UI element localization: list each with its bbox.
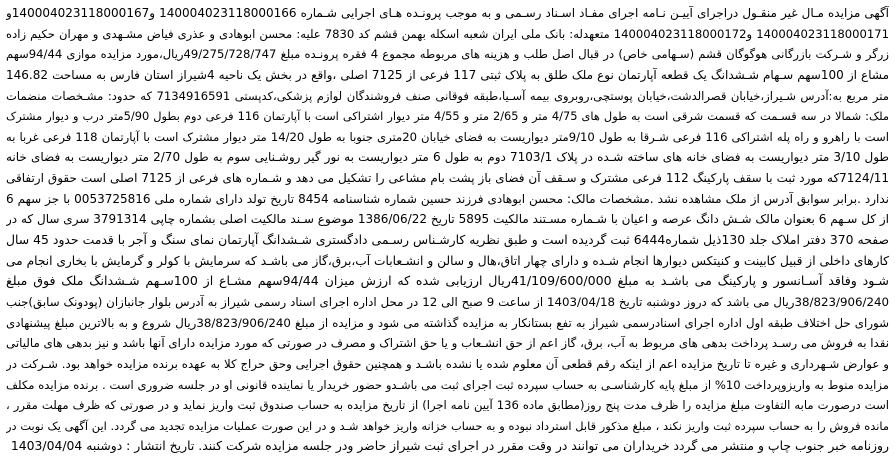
notice-line: است درصورت مابه التفاوت مبلغ مزایده را ظرف مدت پنج روز(مطابق ماده 136 آیین نامه اجرا) از تاریخ مزایده به حساب صندوق ثبت واریز نماید و در صورتی که ظرف مهلت مقرر ، [6, 398, 889, 413]
notice-line: متر مربع به:آدرس شـیراز،خیابان قصرالدشت،خیابان پوستچی،روبروی بیمه آسـیا،طبقه فوقانی صنف فروشندگان لوازم پزشکی،کدپستی 7134916591 که حدود: مشـخصات منضمات [6, 88, 889, 103]
notice-line: و عوارض شـهرداری و غیره تا تاریخ مزایده اعم از اینکه رقم قطعی آن معلوم شده یا نشده باشـد و همچنین حقوق اجرایی وحق حراج کلا به عهده برنده مزایده خواهد بود. شـرکت در [6, 356, 889, 371]
notice-line: زرگر و شـرکت بازرگانی هوگوگان قشم (سـهامی خاص) در قبال اصل طلب و هزینه های مربوطه مجموع 4 فقره پرونـده مبلغ 49/275/728/747ریال،مورد مزایده موازی 94/44سهم [6, 47, 889, 62]
notice-line: طول 3/10 متر دیواریست به فضای خانه های ساخته شـده در پلاک 7103/1 دوم به طول 6 متر دیواریست به نور گیر روشـنایی سوم به طول 2/70 متر دیواریست به فضای خانه [6, 150, 889, 165]
notice-line: 140004023118000171 و140004023118000172 متعهدله: بانک ملی ایران شعبه اسکله بهمن قشم کد 7830 علیه: محسن ابوهادی و عذری فیاض مشـهدی و مهران حکیم زاده [6, 26, 889, 41]
notice-line: ندارد .برابر سوابق آدرس از ملک مشاهده نشد .مشخصات مالک: محسن ابوهادی فرزند حسین شماره شناسنامه 8454 تاریخ تولد دارای شماره ملی 0053725816 با جز سهم 6 [6, 191, 889, 206]
notice-line: روزنامه خبر جنوب چاپ و منتشر می گردد خریداران می توانند در وقت مقرر در اجرای ثبت شیراز حاضر ودر جلسه مزایده شرکت کنند. تاریخ انتشار : دوشنبه 1403/04/04 [10, 438, 889, 454]
notice-line: شورای حل اختلاف طبقه اول اداره اجرای اسنادرسمی شیراز به تفع بستانکار به مزایده گذاشته می شود و مزایده از مبلغ 38/823/906/240ریال شروع و به بالاترین مبلغ پیشنهادی [6, 315, 889, 330]
notice-line: نقدا به فروش می رسـد پرداخت بدهی های مربوط به آب، برق، گاز اعم از حق انشـعاب و یا حق اشتراک و مصرف در صورتی که مورد مزایده دارای آنها باشد و نیز بدهی های مالیاتی [6, 336, 889, 351]
notice-line: از کل سـهم 6 بعنوان مالک شـش دانگ عرصه و اعیان با شـماره مسـتند مالکیت 5895 تاریخ 1386/06/22 موضوع سـند مالکیت اصلی بشماره چاپی 3791314 سری سال که در [6, 212, 889, 227]
notice-line: مزایده منوط به واریزوپرداخت 10% از مبلغ پایه کارشناسـی به حساب سپرده ثبت اجرای ثبت می باشـدو حضور خریدار یا نماینده قانونی او در جلسه ضروری است . برنده مزایده مکلف [6, 377, 889, 392]
notice-line: صفحه 370 دفتر املاک جلد 130ذیل شماره6444 ثبت گردیده است و طبق نظریه کارشـناس رسـمی دادگستری شـشدانگ آپارتمان نمای سنگ و آجر با قدمت حدود 45 سال [6, 232, 889, 248]
notice-line: آگهی مزایده مـال غیر منقـول دراجرای آییـن نـامه اجرای مفـاد اسـناد رسـمی و به موجب پرونـده هـای اجرایی شـماره 140004023118000166 و140004023118000167و [6, 6, 889, 20]
notice-line: مشاع از 100سهم سـهام شـشدانگ یک قطعه آپارتمان نوع ملک طلق به پلاک ثبتی 117 فرعی از 7125 اصلی ،واقع در بخش یک ناحیه 4شیراز استان فارس به مساحت 146.82 [6, 67, 889, 82]
notice-line: مانده فروش را به حساب سپرده ثبت واریز نکند ، مبلغ مذکور قابل استرداد نبوده و به حساب خزانه واریز خواهد شـد و در این صورت عملیات مزایده تجدید می گردد. این آگهی یک نوبت در [6, 418, 889, 433]
notice-line: شـود وفاقد آسـانسور و پارکینگ می باشـد به مبلغ 41/109/600/000ریال ارزیابی شده که ارزش میزان 94/44سهم مشـاع از 100سـهم شـشدانگ ملک فوق مبلغ [6, 273, 889, 289]
notice-line: ملک: شمالا در سه قسـمت که قسمت شرقی است به طول های 4/75 متر و 2/65 متر و 4/55 متر دیوار اشتراکی است با آپارتمان 116 فرعی دوم بطول 5/90متر درب و دیوار مشترک [6, 109, 889, 124]
notice-line: کارهای داخلی از قبیل کابینت و کنیتکس دیوارها انجام شـده و دارای چهار اتاق،هال و سالن و انشـعابات آب،برق،گاز می باشـد که سرمایش با کولر و گرمایش با بخاری انجام می [6, 253, 889, 268]
notice-line: 7124/11که مورد ثبت با سقف پارکینگ 112 فرعی مشترک و سـقف آن فضای باز پشت بام مشاعی را تشکیل می دهد و شـماره های فرعی از 7125 اصلی است حقوق ارتفاقی [6, 171, 889, 186]
notice-line: است با راهرو و راه پله اشتراکی 116 فرعی شـرقا به طول 9/10متر دیواریست به فضای خیابان 20متری جنوبا به طول 14/20 متر دیوار مشترک است با آپارتمان 118 فرعی غربا به [6, 129, 889, 144]
notice-line: 38/823/906/240ریال می باشد که دروز دوشنبه تاریخ 1403/04/18 از ساعت 9 صبح الی 12 در محل اداره اجرای اسناد رسمی شیراز به آدرس بلوار جانبازان (پودونک سابق)جنب [6, 294, 889, 309]
